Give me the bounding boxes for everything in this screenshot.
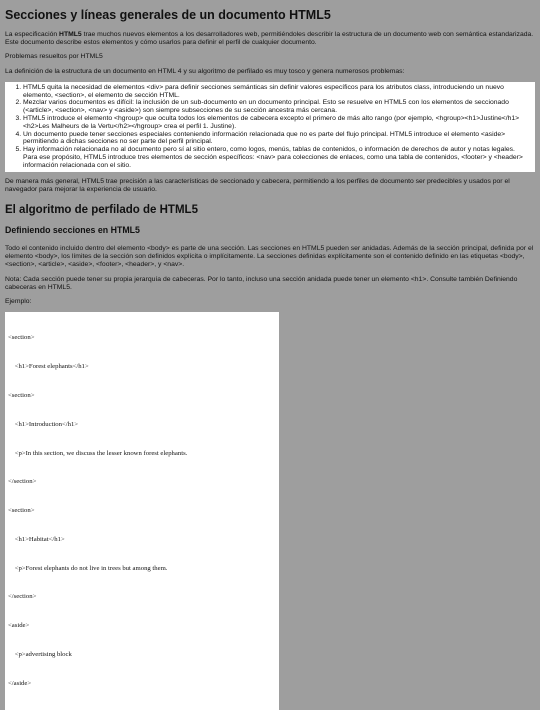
defining-sections-title: Definiendo secciones en HTML5 (5, 224, 140, 235)
example-code-block (5, 312, 279, 709)
code-line: <aside> (8, 622, 30, 630)
code-line: </section> (8, 593, 37, 601)
code-line: <section> (8, 391, 35, 399)
problem-item: 1. HTML5 quita la necesidad de elementos <div> para definir secciones semánticas sin definir valores específicos para los atributos class, introduciendo un nuevo elemento, <section>, el elemento de sección HTML. (23, 84, 531, 100)
intro-suffix: trae muchos nuevos elementos a los desarrolladores web, permitiéndoles describir la estructura de un documento web con semántica estandarizada. Este documento describe estos elementos y cómo usarlos para definir el perfil de cualquier documento. (5, 31, 534, 47)
intro-bold-term: HTML5 (59, 31, 82, 38)
code-line: <h1>Forest elephants</h1> (8, 363, 89, 371)
code-line: <h1>Introduction</h1> (8, 420, 79, 428)
defining-paragraph: Todo el contenido incluido dentro del elemento <body> es parte de una sección. Las secciones en HTML5 pueden ser anidadas. Además de la sección principal, definida por el elemento <body>, los límites de la sección son definidos explícita o implícitamente. La secciones definidas explícitamente son el contenido definido en las etiquetas <body>, <section>, <article>, <aside>, <footer>, <header>, y <nav>. (5, 244, 534, 269)
defining-note: Nota: Cada sección puede tener su propia jerarquía de cabeceras. Por lo tanto, incluso una sección anidada puede tener un elemento <h1>. Consulte también Definiendo cabeceras en HTML5. (5, 275, 518, 291)
intro-prefix: La especificación (5, 31, 60, 38)
intro-paragraph (5, 31, 535, 47)
problems-lead: La definición de la estructura de un documento en HTML 4 y su algoritmo de perfilado es muy tosco y genera numerosos problemas: (5, 67, 405, 75)
problem-item: 2. Mezclar varios documentos es difícil: la inclusión de un sub-documento en un documento principal. Esto se resuelve en HTML5 con los elementos de seccionado (<article>, <section>, <nav> y <aside>) son siempre subsecciones de su sección ancestra más cercana. (23, 99, 531, 115)
algorithm-title: El algoritmo de perfilado de HTML5 (5, 203, 198, 216)
problem-item: 4. Un documento puede tener secciones especiales conteniendo información relacionada que no es parte del flujo principal. HTML5 introduce el elemento <aside> permitiendo a dichas secciones no ser parte del perfil principal. (23, 131, 531, 147)
problems-list (5, 82, 535, 172)
code-line: <h1>Habitat</h1> (8, 535, 65, 543)
code-line: <p>In this section, we discuss the lesser known forest elephants. (8, 449, 188, 457)
code-line: <p>Forest elephants do not live in trees but among them. (8, 564, 168, 572)
code-line: </aside> (8, 679, 32, 687)
summary-paragraph: De manera más general, HTML5 trae precisión a las características de seccionado y cabecera, permitiendo a los perfiles de documento ser predecibles y usados por el navegador para mejorar la experiencia de usuario. (5, 177, 510, 193)
code-line: <section> (8, 334, 35, 342)
problem-item: 3. HTML5 introduce el elemento <hgroup> que oculta todos los elementos de cabecera excepto el primero de más alto rango (por ejemplo, <hgroup><h1>Justine</h1><h2>Les Malheurs de la Vertu</h2></hgroup> crea el perfil 1. Justine). (23, 115, 531, 131)
problems-heading: Problemas resueltos por HTML5 (5, 53, 103, 61)
page-title: Secciones y líneas generales de un documento HTML5 (5, 8, 331, 22)
code-line: <p>advertising block (8, 650, 72, 658)
code-line: </section> (8, 478, 37, 486)
code-line: <section> (8, 507, 35, 515)
example-label: Ejemplo: (5, 298, 32, 305)
problem-item: 5. Hay información relacionada no al documento pero sí al sitio entero, como logos, menús, tablas de contenidos, o información de derechos de autor y notas legales. Para ese propósito, HTML5 introduce tres elementos de sección específicos: <nav> para colecciones de enlaces, como una tabla de contenidos, <footer> y <header> información relacionada con el sitio. (23, 146, 531, 169)
